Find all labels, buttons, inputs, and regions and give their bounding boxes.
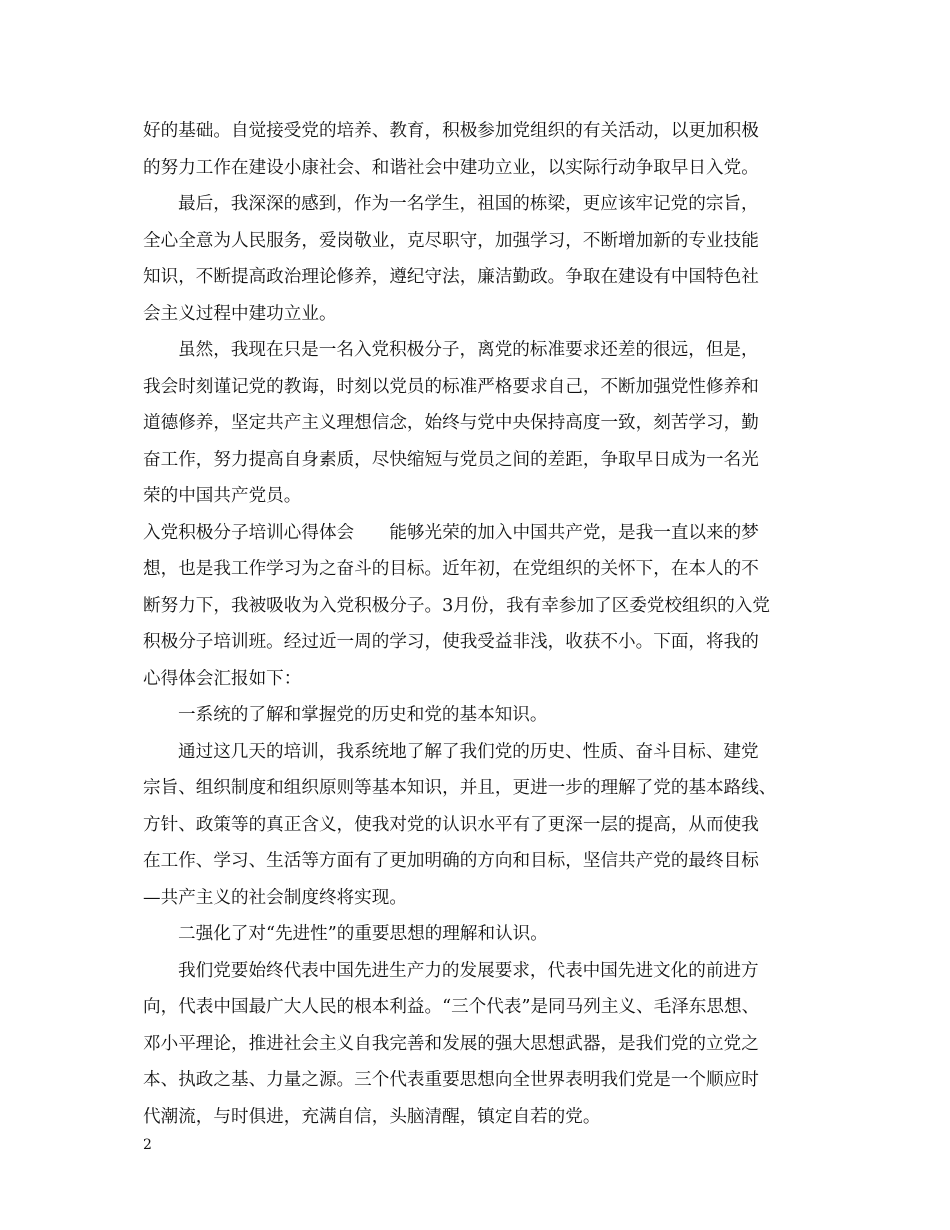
text-line: 虽然，我现在只是一名入党积极分子，离党的标准要求还差的很远，但是， — [178, 340, 759, 360]
text-line: 的努力工作在建设小康社会、和谐社会中建功立业，以实际行动争取早日入党。 — [143, 157, 759, 178]
text-line: 心得体会汇报如下： — [143, 668, 302, 689]
text-line: 断努力下，我被吸收为入党积极分子。3月份，我有幸参加了区委党校组织的入党 — [143, 595, 770, 616]
document-body — [143, 113, 823, 1135]
text-line: 宗旨、组织制度和组织原则等基本知识，并且，更进一步的理解了党的基本路线、 — [143, 778, 777, 798]
text-line: 一系统的了解和掌握党的历史和党的基本知识。 — [178, 705, 548, 725]
text-line: —共产主义的社会制度终将实现。 — [143, 887, 407, 908]
page-number: 2 — [143, 1137, 152, 1153]
text-line: 二强化了对“先进性”的重要思想的理解和认识。 — [178, 924, 548, 944]
text-line: 在工作、学习、生活等方面有了更加明确的方向和目标，坚信共产党的最终目标 — [143, 851, 759, 871]
text-line: 会主义过程中建功立业。 — [143, 303, 337, 324]
text-line: 邓小平理论，推进社会主义自我完善和发展的强大思想武器，是我们党的立党之 — [143, 1033, 759, 1054]
text-line: 最后，我深深的感到，作为一名学生，祖国的栋梁，更应该牢记党的宗旨， — [178, 194, 759, 214]
text-line: 荣的中国共产党员。 — [143, 486, 302, 506]
text-line: 我们党要始终代表中国先进生产力的发展要求，代表中国先进文化的前进方 — [178, 960, 759, 981]
text-line: 本、执政之基、力量之源。三个代表重要思想向全世界表明我们党是一个顺应时 — [143, 1070, 759, 1090]
text-line: 想，也是我工作学习为之奋斗的目标。近年初，在党组织的关怀下，在本人的不 — [143, 559, 759, 579]
text-line: 知识，不断提高政治理论修养，遵纪守法，廉洁勤政。争取在建设有中国特色社 — [143, 267, 759, 287]
text-line: 入党积极分子培训心得体会 能够光荣的加入中国共产党，是我一直以来的梦 — [143, 522, 759, 543]
text-line: 向，代表中国最广大人民的根本利益。“三个代表”是同马列主义、毛泽东思想、 — [143, 997, 760, 1017]
text-line: 道德修养，坚定共产主义理想信念，始终与党中央保持高度一致，刻苦学习，勤 — [143, 413, 759, 433]
text-line: 通过这几天的培训，我系统地了解了我们党的历史、性质、奋斗目标、建党 — [178, 741, 759, 762]
text-line: 代潮流，与时俱进，充满自信，头脑清醒，镇定自若的党。 — [143, 1106, 601, 1127]
text-line: 奋工作，努力提高自身素质，尽快缩短与党员之间的差距，争取早日成为一名光 — [143, 449, 759, 470]
text-line: 方针、政策等的真正含义，使我对党的认识水平有了更深一层的提高，从而使我 — [143, 814, 759, 835]
text-line: 好的基础。自觉接受党的培养、教育，积极参加党组织的有关活动，以更加积极 — [143, 121, 759, 141]
text-line: 积极分子培训班。经过近一周的学习，使我受益非浅，收获不小。下面，将我的 — [143, 632, 759, 652]
text-line: 我会时刻谨记党的教诲，时刻以党员的标准严格要求自己，不断加强党性修养和 — [143, 376, 759, 397]
text-line: 全心全意为人民服务，爱岗敬业，克尽职守，加强学习，不断增加新的专业技能 — [143, 230, 759, 251]
